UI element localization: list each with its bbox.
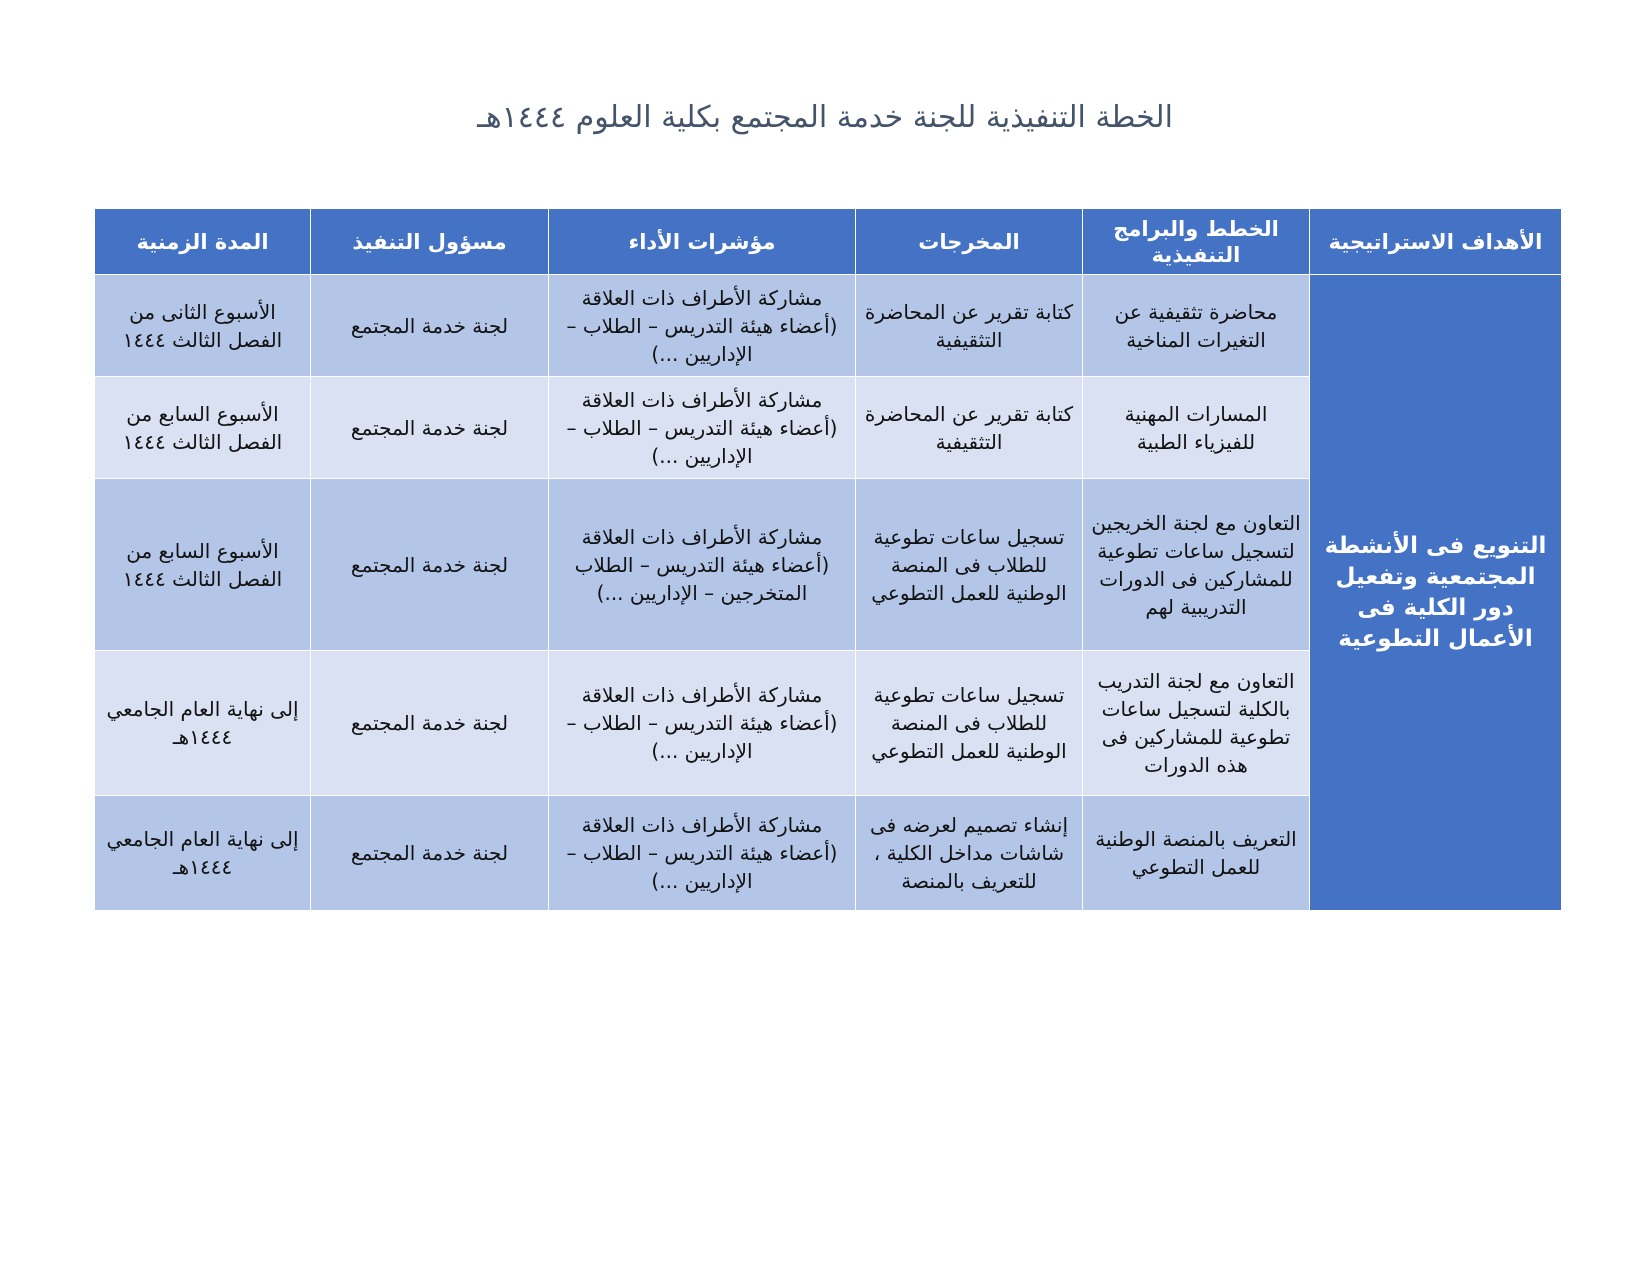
responsible-cell: لجنة خدمة المجتمع [311,479,549,651]
output-cell: تسجيل ساعات تطوعية للطلاب فى المنصة الوطنية للعمل التطوعي [856,651,1083,796]
responsible-cell: لجنة خدمة المجتمع [311,796,549,911]
header-row [95,209,1562,275]
header-goals: الأهداف الاستراتيجية [1310,209,1562,275]
indicator-cell: مشاركة الأطراف ذات العلاقة (أعضاء هيئة التدريس – الطلاب المتخرجين – الإداريين ...) [549,479,856,651]
output-cell: كتابة تقرير عن المحاضرة التثقيفية [856,377,1083,479]
header-responsible: مسؤول التنفيذ [311,209,549,275]
program-cell: التعاون مع لجنة التدريب بالكلية لتسجيل ساعات تطوعية للمشاركين فى هذه الدورات [1083,651,1310,796]
duration-cell: الأسبوع السابع من الفصل الثالث ١٤٤٤ [95,377,311,479]
responsible-cell: لجنة خدمة المجتمع [311,377,549,479]
duration-cell: إلى نهاية العام الجامعي ١٤٤٤هـ [95,796,311,911]
header-programs: الخطط والبرامج التنفيذية [1083,209,1310,275]
output-cell: كتابة تقرير عن المحاضرة التثقيفية [856,275,1083,377]
header-outputs: المخرجات [856,209,1083,275]
header-indicators: مؤشرات الأداء [549,209,856,275]
output-cell: تسجيل ساعات تطوعية للطلاب فى المنصة الوطنية للعمل التطوعي [856,479,1083,651]
indicator-cell: مشاركة الأطراف ذات العلاقة (أعضاء هيئة التدريس – الطلاب – الإداريين ...) [549,651,856,796]
responsible-cell: لجنة خدمة المجتمع [311,651,549,796]
indicator-cell: مشاركة الأطراف ذات العلاقة (أعضاء هيئة التدريس – الطلاب – الإداريين ...) [549,377,856,479]
program-cell: المسارات المهنية للفيزياء الطبية [1083,377,1310,479]
program-cell: التعاون مع لجنة الخريجين لتسجيل ساعات تطوعية للمشاركين فى الدورات التدريبية لهم [1083,479,1310,651]
plan-table [94,208,1562,911]
duration-cell: إلى نهاية العام الجامعي ١٤٤٤هـ [95,651,311,796]
duration-cell: الأسبوع السابع من الفصل الثالث ١٤٤٤ [95,479,311,651]
duration-cell: الأسبوع الثانى من الفصل الثالث ١٤٤٤ [95,275,311,377]
indicator-cell: مشاركة الأطراف ذات العلاقة (أعضاء هيئة التدريس – الطلاب – الإداريين ...) [549,796,856,911]
indicator-cell: مشاركة الأطراف ذات العلاقة (أعضاء هيئة التدريس – الطلاب – الإداريين ...) [549,275,856,377]
page-title: الخطة التنفيذية للجنة خدمة المجتمع بكلية العلوم ١٤٤٤هـ [477,100,1173,135]
program-cell: محاضرة تثقيفية عن التغيرات المناخية [1083,275,1310,377]
strategic-goal-cell: التنويع فى الأنشطة المجتمعية وتفعيل دور الكلية فى الأعمال التطوعية [1310,275,1562,911]
output-cell: إنشاء تصميم لعرضه فى شاشات مداخل الكلية ، للتعريف بالمنصة [856,796,1083,911]
responsible-cell: لجنة خدمة المجتمع [311,275,549,377]
program-cell: التعريف بالمنصة الوطنية للعمل التطوعي [1083,796,1310,911]
header-duration: المدة الزمنية [95,209,311,275]
table-row [95,275,1562,377]
